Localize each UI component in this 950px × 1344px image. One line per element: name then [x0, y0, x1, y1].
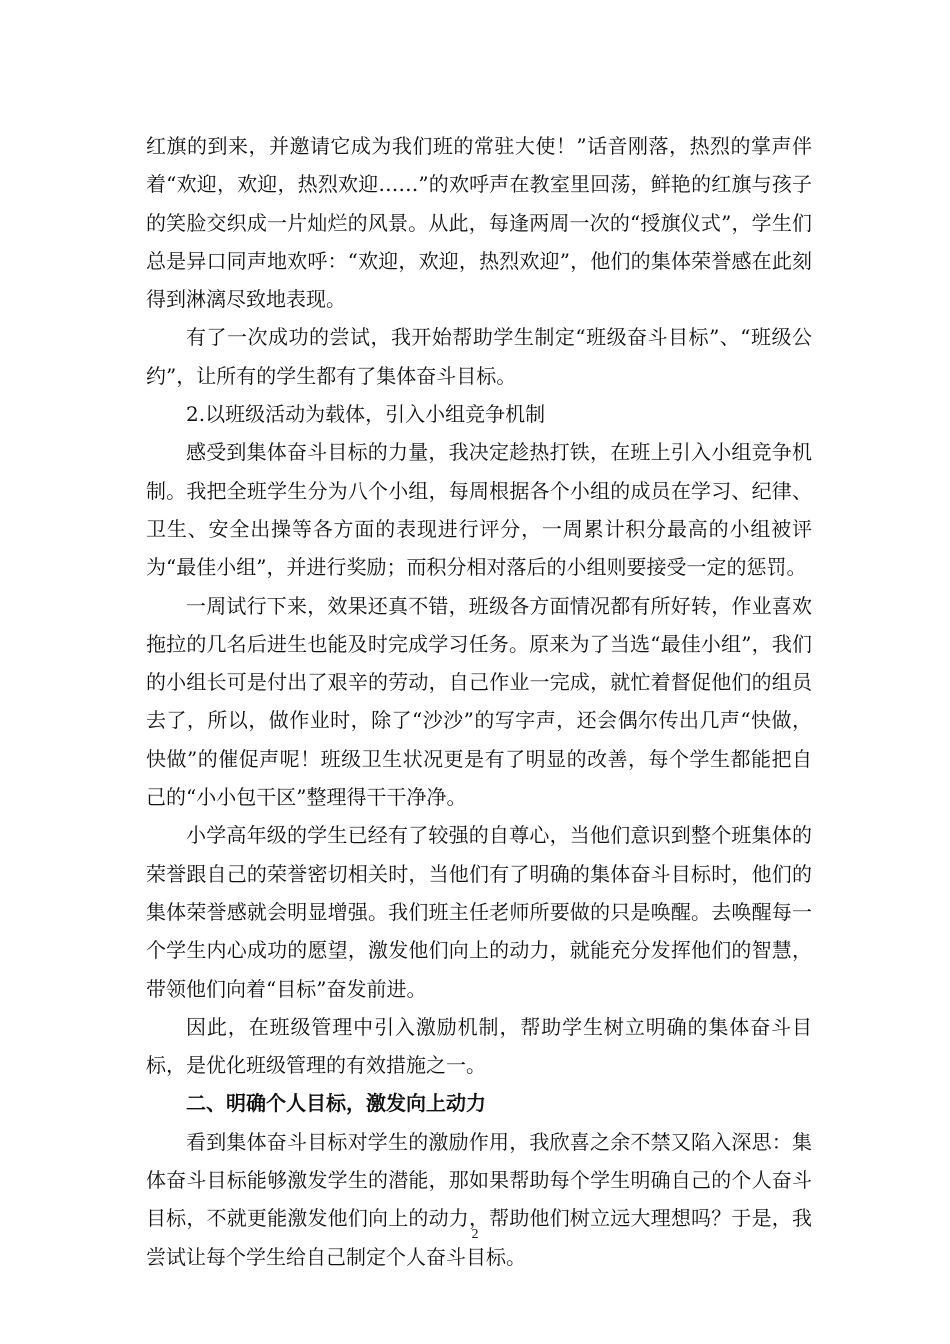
paragraph-continuation: 红旗的到来，并邀请它成为我们班的常驻大使！”话音刚落，热烈的掌声伴着“欢迎，欢迎，热烈欢迎……”的欢呼声在教室里回荡，鲜艳的红旗与孩子的笑脸交织成一片灿烂的风景。从此，每逢两周一次的“授旗仪式”，学生们总是异口同声地欢呼：“欢迎，欢迎，热烈欢迎”，他们的集体荣誉感在此刻得到淋漓尽致地表现。: [146, 134, 812, 312]
document-body: [146, 127, 812, 1276]
paragraph-group-mechanism: 感受到集体奋斗目标的力量，我决定趁热打铁，在班上引入小组竞争机制。我把全班学生分为八个小组，每周根据各个小组的成员在学习、纪律、卫生、安全出操等各方面的表现进行评分，一周累计积分最高的小组被评为“最佳小组”，并进行奖励；而积分相对落后的小组则要接受一定的惩罚。: [146, 440, 812, 580]
subheading-group-competition: 2.以班级活动为载体，引入小组竞争机制: [186, 402, 546, 427]
paragraph-personal-goals: 看到集体奋斗目标对学生的激励作用，我欣喜之余不禁又陷入深思：集体奋斗目标能够激发学生的潜能，那如果帮助每个学生明确自己的个人奋斗目标，不就更能激发他们向上的动力，帮助他们树立远大理想吗？于是，我尝试让每个学生给自己制定个人奋斗目标。: [146, 1129, 812, 1269]
paragraph-conclusion: 因此，在班级管理中引入激励机制，帮助学生树立明确的集体奋斗目标，是优化班级管理的有效措施之一。: [146, 1014, 812, 1078]
section-heading-personal-goals: 二、明确个人目标，激发向上动力: [186, 1091, 486, 1116]
paragraph-trial-results: 一周试行下来，效果还真不错，班级各方面情况都有所好转，作业喜欢拖拉的几名后进生也能及时完成学习任务。原来为了当选“最佳小组”，我们的小组长可是付出了艰辛的劳动，自己作业一完成，就忙着督促他们的组员去了，所以，做作业时，除了“沙沙”的写字声，还会偶尔传出几声“快做，快做”的催促声呢！班级卫生状况更是有了明显的改善，每个学生都能把自己的“小小包干区”整理得干干净净。: [146, 593, 812, 810]
page-number: 2: [471, 1227, 479, 1242]
paragraph-class-goals: 有了一次成功的尝试，我开始帮助学生制定“班级奋斗目标”、“班级公约”，让所有的学生都有了集体奋斗目标。: [146, 325, 812, 388]
paragraph-self-esteem: 小学高年级的学生已经有了较强的自尊心，当他们意识到整个班集体的荣誉跟自己的荣誉密切相关时，当他们有了明确的集体奋斗目标时，他们的集体荣誉感就会明显增强。我们班主任老师所要做的只是唤醒。去唤醒每一个学生内心成功的愿望，激发他们向上的动力，就能充分发挥他们的智慧，带领他们向着“目标”奋发前进。: [146, 823, 812, 1001]
